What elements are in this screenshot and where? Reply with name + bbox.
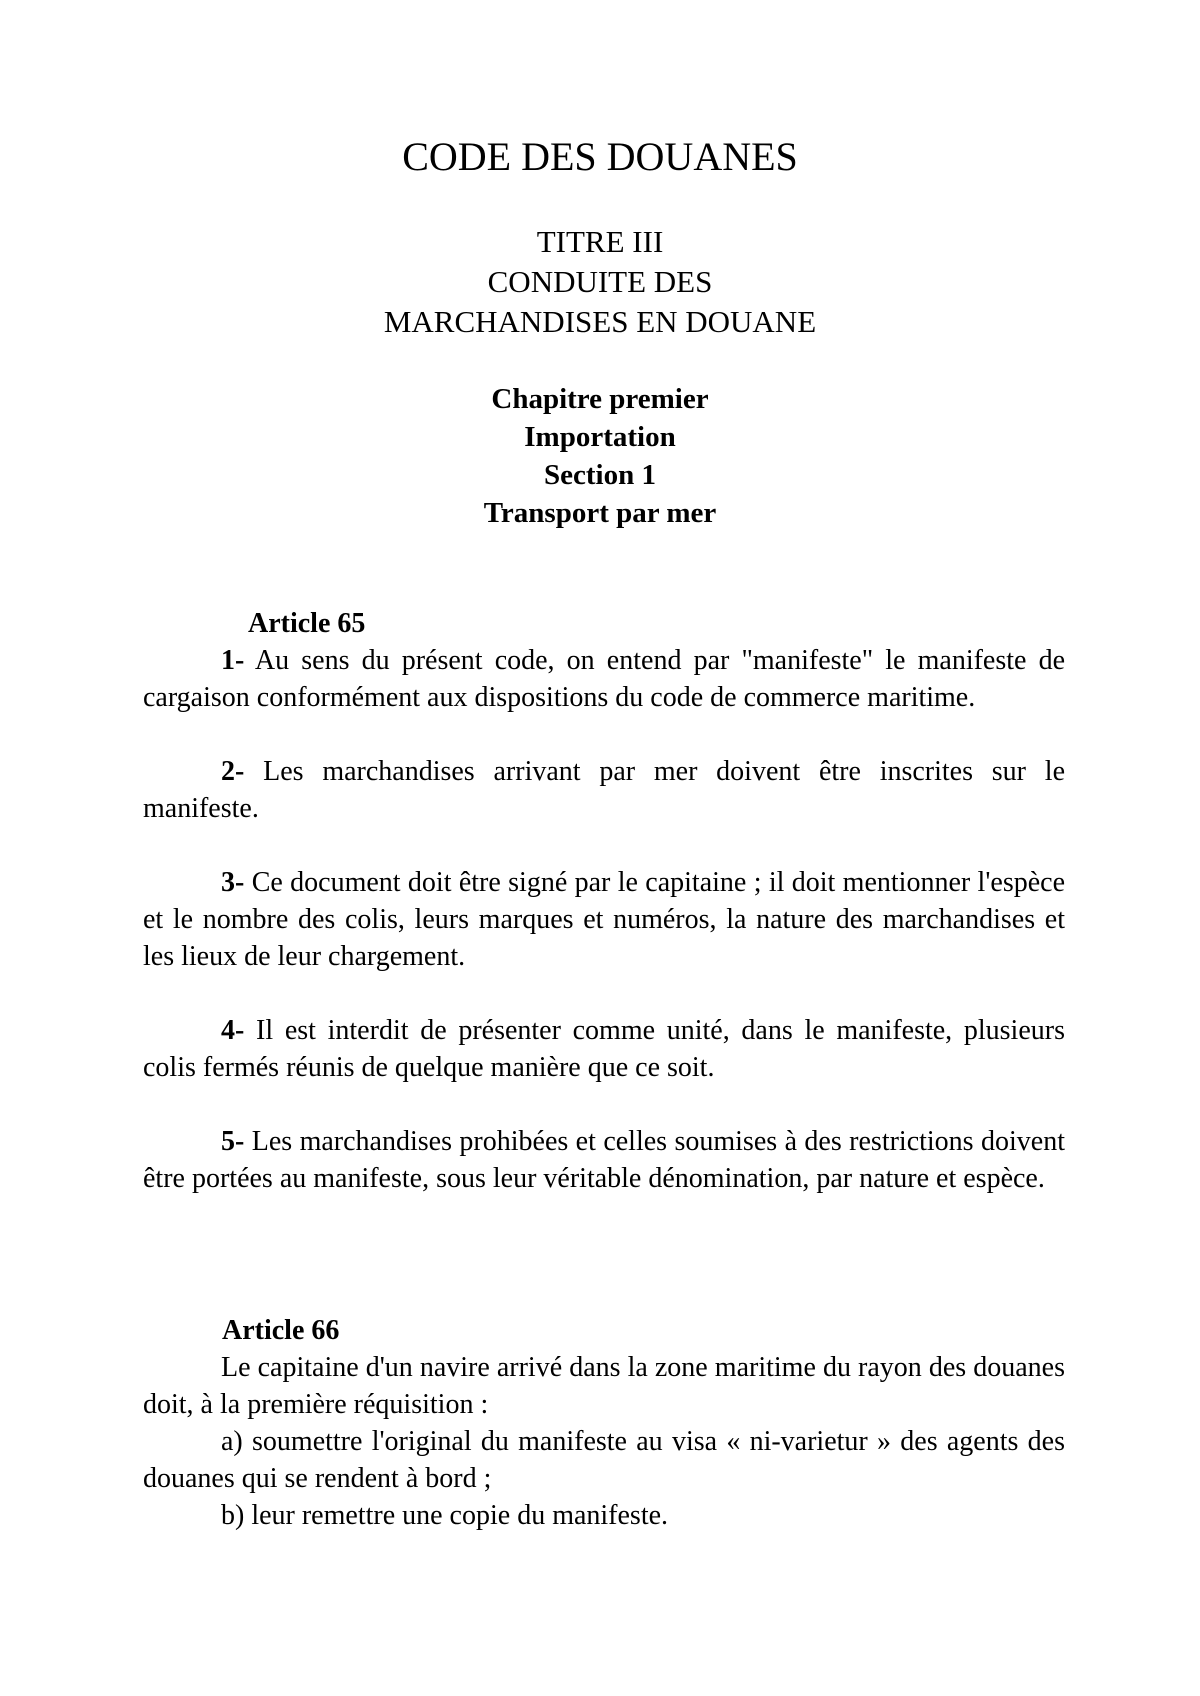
article-66-heading: Article 66 — [222, 1315, 340, 1346]
paragraph-number: 3- — [221, 867, 245, 898]
chapitre-line-1: Chapitre premier — [491, 383, 709, 415]
titre-line-3: MARCHANDISES EN DOUANE — [383, 304, 817, 339]
article-65-paragraph-2 — [143, 753, 1065, 827]
titre-heading — [0, 222, 1200, 342]
article-66-body — [143, 1349, 1065, 1534]
article-65-paragraph-5 — [143, 1123, 1065, 1197]
article-65-paragraph-3 — [143, 864, 1065, 975]
chapitre-heading — [0, 380, 1200, 532]
titre-line-1: TITRE III — [536, 224, 664, 259]
paragraph-text: Il est interdit de présenter comme unité, dans le manifeste, plusieurs colis fermés réunis de quelque manière que ce soit. — [143, 1015, 1065, 1083]
paragraph-text: Ce document doit être signé par le capitaine ; il doit mentionner l'espèce et le nombre des colis, leurs marques et numéros, la nature des marchandises et les lieux de leur chargement. — [143, 867, 1065, 972]
article-66-item-b: b) leur remettre une copie du manifeste. — [221, 1500, 669, 1531]
article-65-body — [143, 642, 1065, 1197]
paragraph-text: Les marchandises arrivant par mer doivent être inscrites sur le manifeste. — [143, 756, 1065, 824]
paragraph-text: Les marchandises prohibées et celles soumises à des restrictions doivent être portées au manifeste, sous leur véritable dénomination, par nature et espèce. — [143, 1126, 1065, 1194]
article-65-paragraph-4 — [143, 1012, 1065, 1086]
paragraph-text: Au sens du présent code, on entend par "manifeste" le manifeste de cargaison conformément aux dispositions du code de commerce maritime. — [143, 645, 1065, 713]
chapitre-line-2: Importation — [524, 421, 676, 453]
chapitre-line-4: Transport par mer — [483, 497, 717, 529]
article-66-intro: Le capitaine d'un navire arrivé dans la zone maritime du rayon des douanes doit, à la première réquisition : — [143, 1352, 1065, 1420]
paragraph-number: 1- — [221, 645, 245, 676]
paragraph-number: 5- — [221, 1126, 245, 1157]
document-title: CODE DES DOUANES — [402, 134, 798, 179]
paragraph-number: 4- — [221, 1015, 245, 1046]
article-65-heading: Article 65 — [248, 608, 366, 639]
chapitre-line-3: Section 1 — [544, 459, 656, 491]
paragraph-number: 2- — [221, 756, 245, 787]
article-65-paragraph-1 — [143, 642, 1065, 716]
titre-line-2: CONDUITE DES — [487, 264, 713, 299]
article-66-item-a: a) soumettre l'original du manifeste au visa « ni-varietur » des agents des douanes qui se rendent à bord ; — [143, 1426, 1065, 1494]
